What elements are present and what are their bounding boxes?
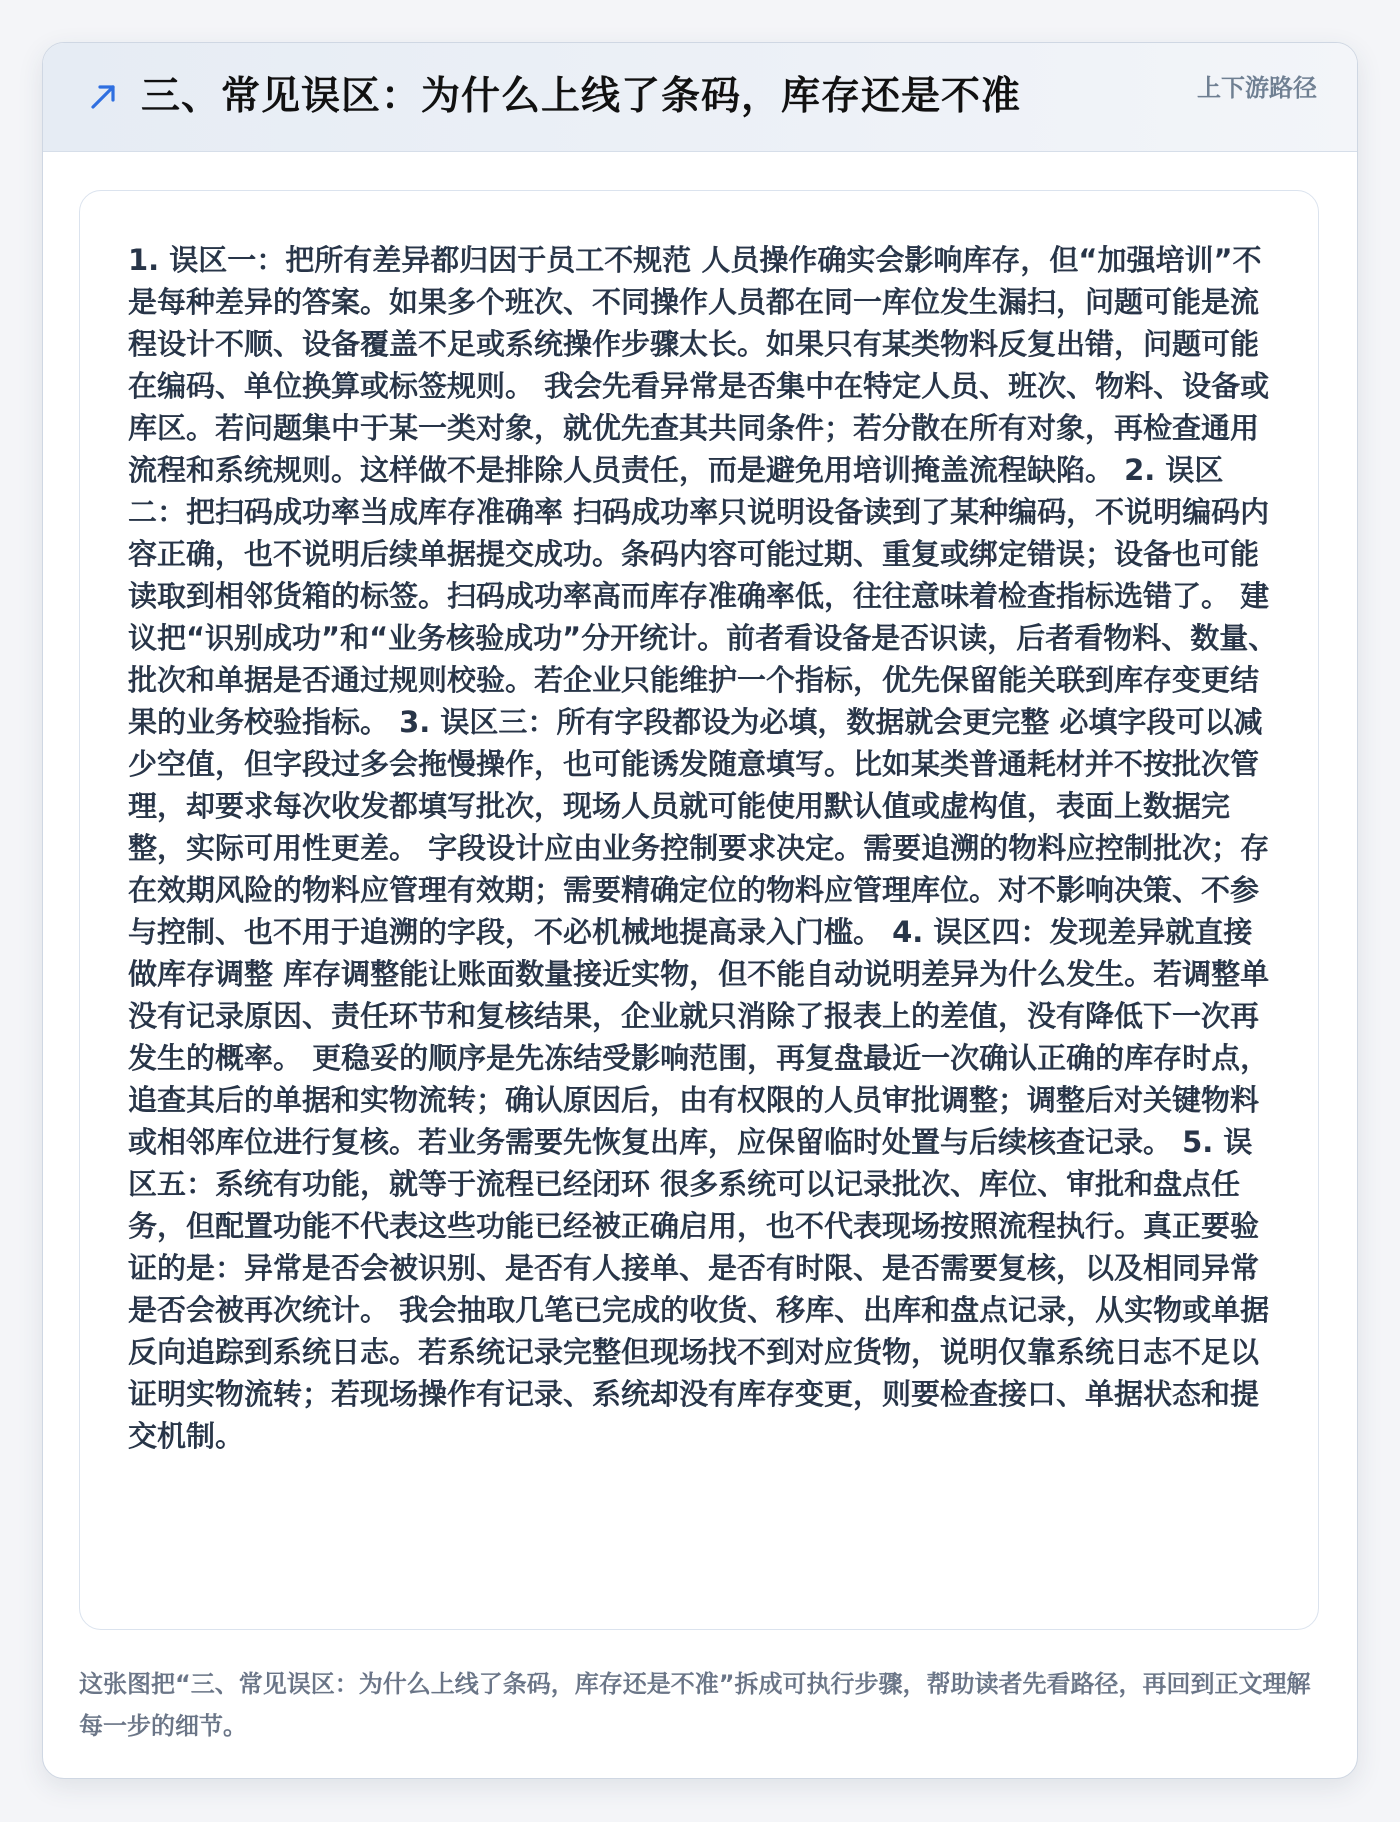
arrow-up-right-icon bbox=[87, 79, 121, 113]
figure-caption: 这张图把“三、常见误区：为什么上线了条码，库存还是不准”拆成可执行步骤，帮助读者先看路径，再回到正文理解每一步的细节。 bbox=[79, 1670, 1311, 1740]
card-header bbox=[43, 43, 1357, 152]
page-title: 三、常见误区：为什么上线了条码，库存还是不准 bbox=[141, 74, 1022, 119]
body-text: 1. 误区一：把所有差异都归因于员工不规范 人员操作确实会影响库存，但“加强培训”不是每种差异的答案。如果多个班次、不同操作人员都在同一库位发生漏扫，问题可能是流程设计不顺、设备覆盖不足或系统操作步骤太长。如果只有某类物料反复出错，问题可能在编码、单位换算或标签规则。 我会先看异常是否集中在特定人员、班次、物料、设备或库区。若问题集中于某一类对象，就优先查其共同条件；若分散在所有对象，再检查通用流程和系统规则。这样做不是排除人员责任，而是避免用培训掩盖流程缺陷。 2. 误区二：把扫码成功率当成库存准确率 扫码成功率只说明设备读到了某种编码，不说明编码内容正确，也不说明后续单据提交成功。条码内容可能过期、重复或绑定错误；设备也可能读取到相邻货箱的标签。扫码成功率高而库存准确率低，往往意味着检查指标选错了。 建议把“识别成功”和“业务核验成功”分开统计。前者看设备是否识读，后者看物料、数量、批次和单据是否通过规则校验。若企业只能维护一个指标，优先保留能关联到库存变更结果的业务校验指标。 3. 误区三：所有字段都设为必填，数据就会更完整 必填字段可以减少空值，但字段过多会拖慢操作，也可能诱发随意填写。比如某类普通耗材并不按批次管理，却要求每次收发都填写批次，现场人员就可能使用默认值或虚构值，表面上数据完整，实际可用性更差。 字段设计应由业务控制要求决定。需要追溯的物料应控制批次；存在效期风险的物料应管理有效期；需要精确定位的物料应管理库位。对不影响决策、不参与控制、也不用于追溯的字段，不必机械地提高录入门槛。 4. 误区四：发现差异就直接做库存调整 库存调整能让账面数量接近实物，但不能自动说明差异为什么发生。若调整单没有记录原因、责任环节和复核结果，企业就只消除了报表上的差值，没有降低下一次再发生的概率。 更稳妥的顺序是先冻结受影响范围，再复盘最近一次确认正确的库存时点，追查其后的单据和实物流转；确认原因后，由有权限的人员审批调整；调整后对关键物料或相邻库位进行复核。若业务需要先恢复出库，应保留临时处置与后续核查记录。 5. 误区五：系统有功能，就等于流程已经闭环 很多系统可以记录批次、库位、审批和盘点任务，但配置功能不代表这些功能已经被正确启用，也不代表现场按照流程执行。真正要验证的是：异常是否会被识别、是否有人接单、是否有时限、是否需要复核，以及相同异常是否会被再次统计。 我会抽取几笔已完成的收货、移库、出库和盘点记录，从实物或单据反向追踪到系统日志。若系统记录完整但现场找不到对应货物，说明仅靠系统日志不足以证明实物流转；若现场操作有记录、系统却没有库存变更，则要检查接口、单据状态和提交机制。 bbox=[128, 243, 1278, 1453]
article-card bbox=[42, 42, 1358, 1779]
content-panel bbox=[79, 190, 1319, 1630]
path-tag: 上下游路径 bbox=[1197, 74, 1317, 102]
